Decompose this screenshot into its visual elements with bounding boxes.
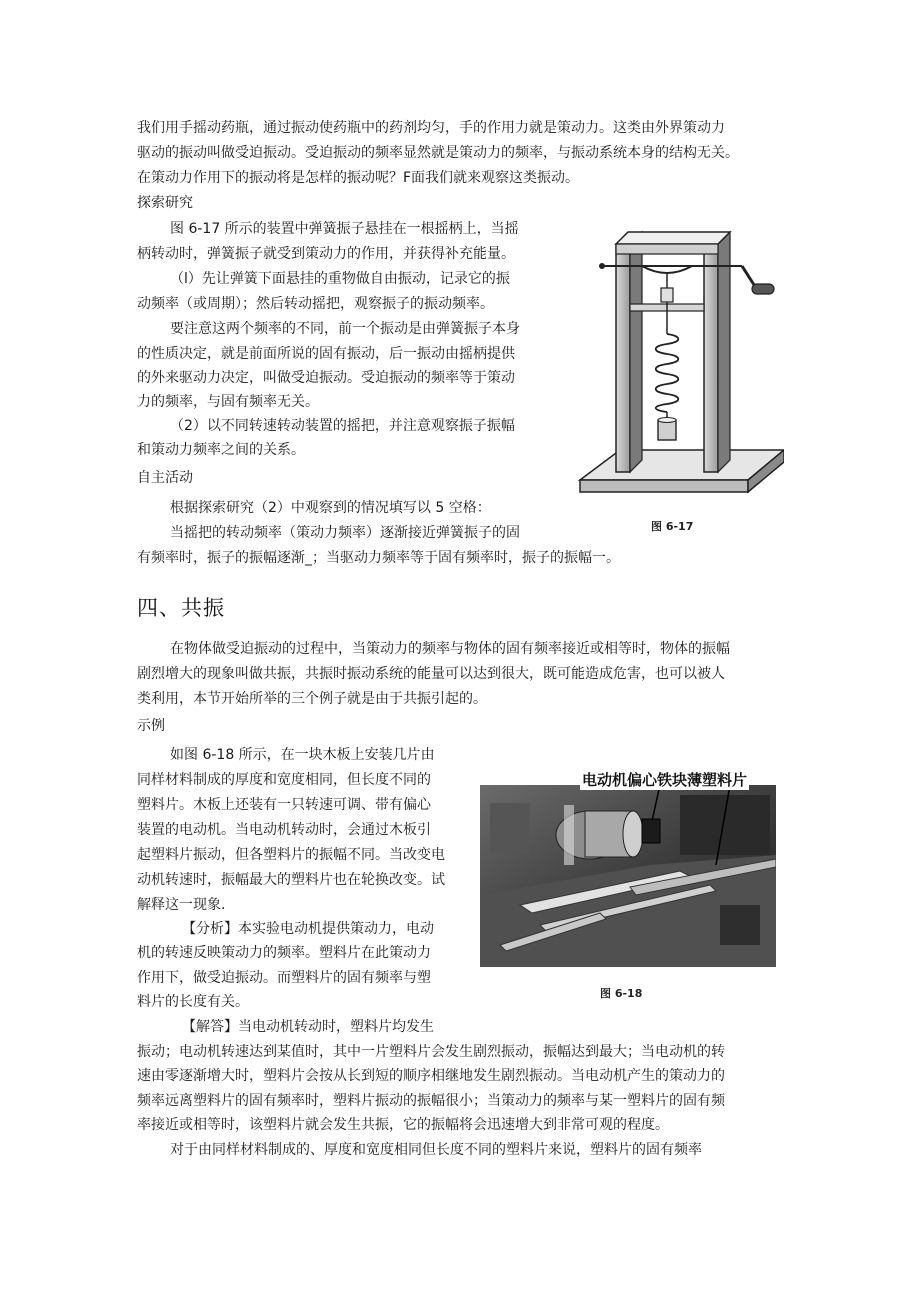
activity-line-1: 根据探索研究（2）中观察到的情况填写以 5 空格： [170,500,491,516]
example-line: 同样材料制成的厚度和宽度相同，但长度不同的 [137,772,431,788]
example-line: 料片的长度有关。 [137,994,249,1010]
explore-line: 和策动力频率之间的关系。 [137,442,305,458]
explore-line: （l）先让弹簧下面悬挂的重物做自由振动，记录它的振 [170,271,510,287]
intro-line-3: 在策动力作用下的振动将是怎样的振动呢？F面我们就来观察这类振动。 [137,170,580,186]
figure-6-18 [480,771,776,967]
example-line: 塑料片。木板上还装有一只转速可调、带有偏心 [137,797,431,813]
explore-line: （2）以不同转速转动装置的摇把，并注意观察振子振幅 [170,418,515,434]
explore-line: 力的频率，与固有频率无关。 [137,394,319,410]
example-line: 【解答】当电动机转动时，塑料片均发生 [182,1019,434,1035]
explore-line: 图 6-17 所示的装置中弹簧振子悬挂在一根摇柄上，当摇 [170,221,519,237]
figure-6-18-caption: 图 6-18 [600,987,643,1000]
activity-line-2: 当摇把的转动频率（策动力频率）逐渐接近弹簧振子的固 [170,525,520,541]
resonance-photo [480,785,776,967]
intro-line-2: 驱动的振动叫做受迫振动。受迫振动的频率显然就是策动力的频率，与振动系统本身的结构无关。 [137,145,739,161]
figure-6-18-label: 电动机偏心铁块薄塑料片 [582,771,748,789]
section4-line-2: 剧烈增大的现象叫做共振，共振时振动系统的能量可以达到很大，既可能造成危害，也可以被人 [137,666,725,682]
example-line: 【分析】本实验电动机提供策动力，电动 [182,921,434,937]
explore-line: 的性质决定，就是前面所说的固有振动，后一振动由摇柄提供 [137,346,515,362]
example-heading: 示例 [137,718,165,734]
section-title: 四、共振 [137,596,225,620]
activity-heading: 自主活动 [137,470,193,486]
intro-line-1: 我们用手摇动药瓶，通过振动使药瓶中的药剂均匀，手的作用力就是策动力。这类由外界策动力 [137,120,725,136]
explore-line: 要注意这两个频率的不同，前一个振动是由弹簧振子本身 [170,321,520,337]
example-line: 作用下，做受迫振动。而塑料片的固有频率与塑 [137,970,431,986]
example-line: 机的转速反映策动力的频率。塑料片在此策动力 [137,945,431,961]
explore-heading: 探索研究 [137,195,193,211]
spring-oscillator-illustration [572,222,784,502]
explore-line: 的外来驱动力决定，叫做受迫振动。受迫振动的频率等于策动 [137,370,515,386]
example-line: 动机转速时，振幅最大的塑料片也在轮换改变。试 [137,872,445,888]
example-line: 起塑料片振动，但各塑料片的振幅不同。当改变电 [137,847,445,863]
answer-line: 频率远离塑料片的固有频率时，塑料片振动的振幅很小；当策动力的频率与某一塑料片的固有频 [137,1093,725,1109]
section4-line-3: 类利用，本节开始所举的三个例子就是由于共振引起的。 [137,691,487,707]
final-line: 对于由同样材料制成的、厚度和宽度相同但长度不同的塑料片来说，塑料片的固有频率 [170,1142,702,1158]
figure-6-17-caption: 图 6-17 [651,520,694,533]
explore-line: 动频率（或周期）；然后转动摇把，观察振子的振动频率。 [137,296,494,312]
activity-line-3: 有频率时，振子的振幅逐渐_；当驱动力频率等于固有频率时，振子的振幅一。 [137,550,620,566]
example-line: 解释这一现象. [137,897,226,913]
answer-line: 速由零逐渐增大时，塑料片会按从长到短的顺序相继地发生剧烈振动。当电动机产生的策动力的 [137,1068,725,1084]
example-line: 如图 6-18 所示，在一块木板上安装几片由 [170,747,435,763]
answer-line: 率接近或相等时，该塑料片就会发生共振，它的振幅将会迅速增大到非常可观的程度。 [137,1117,669,1133]
figure-6-17 [572,222,784,502]
answer-line: 振动；电动机转速达到某值时，其中一片塑料片会发生剧烈振动，振幅达到最大；当电动机的转 [137,1044,725,1060]
section4-line-1: 在物体做受迫振动的过程中，当策动力的频率与物体的固有频率接近或相等时，物体的振幅 [170,641,730,657]
example-line: 装置的电动机。当电动机转动时，会通过木板引 [137,822,431,838]
explore-line: 柄转动时，弹簧振子就受到策动力的作用，并获得补充能量。 [137,246,515,262]
